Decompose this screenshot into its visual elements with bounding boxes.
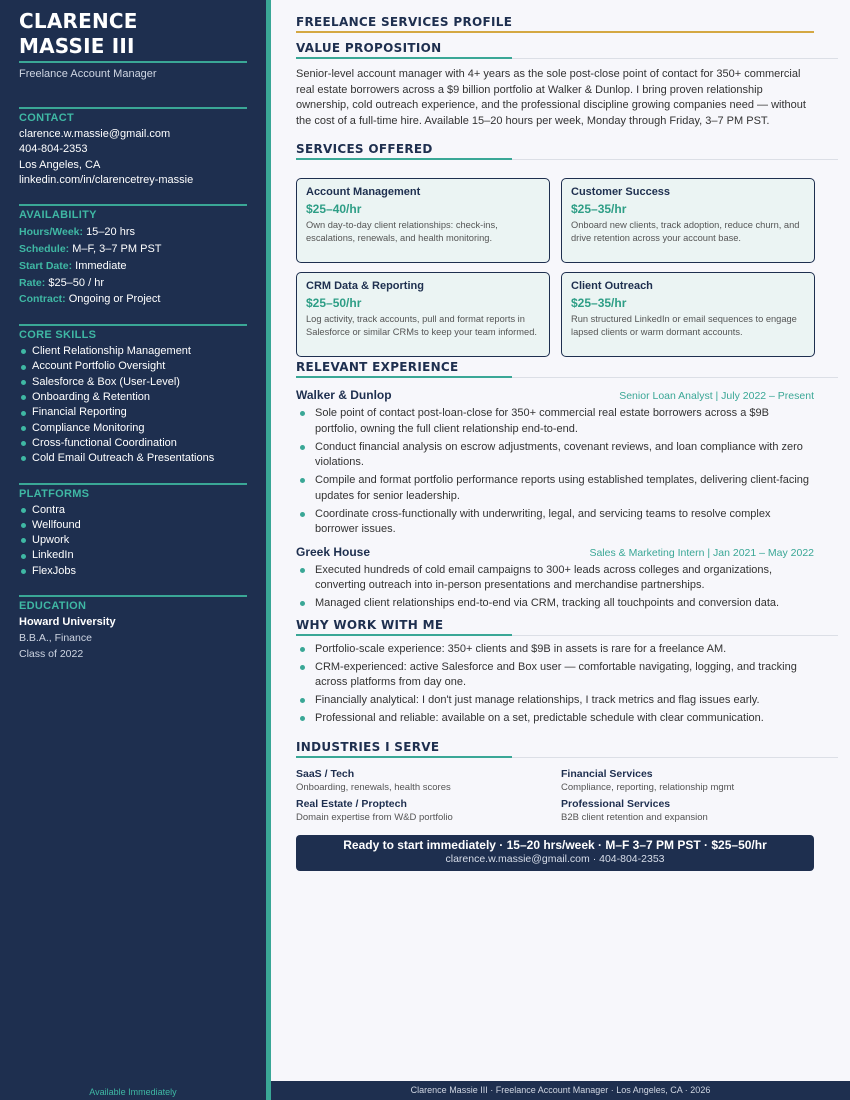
role-title: Freelance Account Manager bbox=[19, 68, 157, 80]
availability-row bbox=[19, 258, 247, 275]
availability-row bbox=[19, 275, 247, 292]
industry-item bbox=[561, 768, 814, 795]
availability-key: Schedule: bbox=[19, 242, 70, 255]
job-bullet bbox=[296, 596, 814, 612]
job-title-dates: Sales & Marketing Intern | Jan 2021 – May 2022 bbox=[589, 546, 814, 559]
industry-description: Onboarding, renewals, health scores bbox=[296, 781, 451, 793]
why-item bbox=[296, 711, 814, 727]
bullet-dot-icon bbox=[21, 554, 26, 559]
section-title: CONTACT bbox=[19, 112, 75, 124]
why-item bbox=[296, 642, 814, 658]
availability-key: Start Date: bbox=[19, 259, 73, 272]
bullet-dot-icon bbox=[21, 508, 26, 513]
platforms-section bbox=[19, 483, 247, 579]
name-line-2: MASSIE III bbox=[19, 34, 135, 58]
why-item-text: Professional and reliable: available on a set, predictable schedule with clear communication. bbox=[315, 712, 764, 724]
section-divider bbox=[19, 483, 247, 485]
industry-title: Financial Services bbox=[561, 767, 653, 780]
page-footer: Clarence Massie III · Freelance Account Manager · Los Angeles, CA · 2026 bbox=[271, 1081, 850, 1100]
section-divider bbox=[19, 204, 247, 206]
section-divider bbox=[19, 595, 247, 597]
bullet-dot-icon bbox=[21, 395, 26, 400]
availability-section bbox=[19, 204, 247, 308]
call-to-action-banner bbox=[296, 835, 814, 871]
heading-rule bbox=[296, 57, 814, 60]
skill-item-label: Cross-functional Coordination bbox=[32, 436, 177, 449]
service-card bbox=[561, 178, 815, 263]
bullet-dot-icon bbox=[300, 716, 305, 721]
bullet-dot-icon bbox=[300, 411, 305, 416]
skill-item bbox=[19, 359, 247, 374]
skill-item-label: Onboarding & Retention bbox=[32, 391, 151, 404]
bullet-dot-icon bbox=[21, 538, 26, 543]
bullet-dot-icon bbox=[21, 349, 26, 354]
heading-rule bbox=[296, 376, 814, 379]
section-heading-experience: RELEVANT EXPERIENCE bbox=[296, 360, 459, 374]
skill-item bbox=[19, 390, 247, 405]
skill-item-label: Compliance Monitoring bbox=[32, 421, 145, 434]
job-bullet-text: Compile and format portfolio performance reports using established templates, delivering client-facing updates for senior leadership. bbox=[315, 474, 810, 502]
bullet-dot-icon bbox=[21, 380, 26, 385]
service-card bbox=[296, 178, 550, 263]
platform-item-label: Upwork bbox=[32, 534, 70, 547]
job-bullets bbox=[296, 406, 814, 538]
bullet-dot-icon bbox=[300, 445, 305, 450]
availability-row bbox=[19, 291, 247, 308]
job-entry bbox=[296, 388, 814, 538]
email-link[interactable]: clarence.w.massie@gmail.com bbox=[19, 128, 171, 140]
skill-item bbox=[19, 436, 247, 451]
sidebar bbox=[0, 0, 266, 1100]
bullet-dot-icon bbox=[300, 478, 305, 483]
platform-item-label: Contra bbox=[32, 503, 66, 516]
industry-description: Domain expertise from W&D portfolio bbox=[296, 811, 453, 823]
skill-item-label: Cold Email Outreach & Presentations bbox=[32, 452, 215, 465]
skill-item-label: Account Portfolio Oversight bbox=[32, 360, 166, 373]
bullet-dot-icon bbox=[21, 569, 26, 574]
availability-value: M–F, 3–7 PM PST bbox=[72, 242, 162, 255]
job-bullets bbox=[296, 563, 814, 612]
service-rate: $25–35/hr bbox=[571, 202, 627, 216]
profile-title: FREELANCE SERVICES PROFILE bbox=[296, 15, 513, 29]
services-grid bbox=[296, 178, 814, 357]
heading-rule bbox=[296, 158, 814, 161]
availability-value: $25–50 / hr bbox=[48, 276, 104, 289]
job-bullet-text: Conduct financial analysis on escrow adjustments, covenant reviews, and loan compliance with zero violations. bbox=[315, 440, 803, 468]
service-card bbox=[296, 272, 550, 357]
bullet-dot-icon bbox=[21, 365, 26, 370]
job-bullet-text: Coordinate cross-functionally with underwriting, legal, and servicing teams to resolve complex borrower issues. bbox=[315, 507, 771, 535]
availability-key: Hours/Week: bbox=[19, 226, 83, 239]
heading-rule bbox=[296, 634, 814, 637]
section-title: AVAILABILITY bbox=[19, 209, 97, 222]
profile-divider bbox=[296, 31, 814, 33]
skill-item-label: Salesforce & Box (User-Level) bbox=[32, 375, 180, 388]
section-divider bbox=[19, 107, 247, 109]
skill-item bbox=[19, 421, 247, 436]
bullet-dot-icon bbox=[21, 456, 26, 461]
bullet-dot-icon bbox=[300, 568, 305, 573]
platform-item bbox=[19, 533, 247, 548]
job-bullet-text: Managed client relationships end-to-end via CRM, tracking all touchpoints and conversion data. bbox=[315, 597, 780, 609]
availability-row bbox=[19, 224, 247, 241]
job-bullet bbox=[296, 507, 814, 538]
availability-key: Contract: bbox=[19, 293, 66, 306]
bullet-dot-icon bbox=[300, 698, 305, 703]
job-bullet bbox=[296, 563, 814, 594]
availability-value: 15–20 hrs bbox=[86, 226, 135, 239]
why-item-text: CRM-experienced: active Salesforce and Box user — comfortable navigating, logging, and tracking across platforms from day one. bbox=[315, 660, 797, 688]
section-heading-why: WHY WORK WITH ME bbox=[296, 617, 444, 632]
degree-text: B.B.A., Finance bbox=[19, 632, 92, 645]
section-heading-industries: INDUSTRIES I SERVE bbox=[296, 739, 440, 754]
job-bullet bbox=[296, 406, 814, 437]
section-heading-services: SERVICES OFFERED bbox=[296, 142, 433, 156]
service-title: CRM Data & Reporting bbox=[306, 280, 424, 292]
service-description: Own day-to-day client relationships: check-ins, escalations, renewals, and health monitoring. bbox=[306, 220, 498, 243]
service-description: Run structured LinkedIn or email sequences to engage lapsed clients or warm dormant accounts. bbox=[571, 314, 797, 337]
service-rate: $25–35/hr bbox=[571, 296, 627, 310]
industries-grid bbox=[296, 768, 814, 825]
job-bullet bbox=[296, 473, 814, 504]
section-title: CORE SKILLS bbox=[19, 329, 97, 342]
main-content bbox=[296, 0, 814, 871]
education-section bbox=[19, 595, 247, 662]
name-line-1: CLARENCE bbox=[19, 9, 138, 33]
skill-item bbox=[19, 451, 247, 466]
job-bullet-text: Executed hundreds of cold email campaigns to 300+ leads across colleges and organizations, converting outreach into in-person presentations and merchandise partnerships. bbox=[315, 563, 773, 591]
heading-rule bbox=[296, 756, 814, 759]
service-rate: $25–50/hr bbox=[306, 296, 362, 310]
service-description: Log activity, track accounts, pull and format reports in Salesforce or similar CRMs to keep your team informed. bbox=[306, 314, 537, 337]
service-title: Account Management bbox=[306, 186, 421, 198]
phone-text: 404-804-2353 bbox=[19, 143, 88, 156]
company-name: Greek House bbox=[296, 544, 371, 559]
industry-title: Real Estate / Proptech bbox=[296, 797, 407, 810]
sidebar-accent-bar bbox=[266, 0, 271, 1100]
platform-item bbox=[19, 548, 247, 563]
value-proposition-text: Senior-level account manager with 4+ years as the sole post-close point of contact for 350+ commercial real estate borrowers across a $9 billion portfolio at Walker & Dunlop. I bring proven relationship ownership, cold outreach experience, and the professional discipline growing companies need — without the cost of a full-time hire. Available 15–20 hours per week, Monday through Friday, 3–7 PM PST. bbox=[296, 68, 806, 127]
sidebar-footer: Available Immediately bbox=[89, 1087, 177, 1097]
why-item-text: Financially analytical: I don't just manage relationships, I track metrics and flag issues early. bbox=[315, 694, 760, 706]
school-name: Howard University bbox=[19, 616, 116, 629]
linkedin-link[interactable]: linkedin.com/in/clarencetrey-massie bbox=[19, 173, 194, 186]
skill-item bbox=[19, 344, 247, 359]
job-entry bbox=[296, 545, 814, 612]
job-bullet-text: Sole point of contact post-loan-close for 350+ commercial real estate borrowers across a $9B portfolio, owning the full client relationship end-to-end. bbox=[315, 407, 769, 435]
candidate-name bbox=[19, 9, 247, 59]
availability-row bbox=[19, 241, 247, 258]
industry-title: Professional Services bbox=[561, 797, 671, 810]
section-title: PLATFORMS bbox=[19, 487, 90, 500]
bullet-dot-icon bbox=[300, 665, 305, 670]
bullet-dot-icon bbox=[300, 601, 305, 606]
availability-value: Ongoing or Project bbox=[68, 293, 161, 306]
skills-section bbox=[19, 324, 247, 466]
platform-item bbox=[19, 518, 247, 533]
bullet-dot-icon bbox=[21, 523, 26, 528]
skill-item bbox=[19, 405, 247, 420]
skill-item bbox=[19, 375, 247, 390]
location-text: Los Angeles, CA bbox=[19, 158, 101, 171]
graduation-year: Class of 2022 bbox=[19, 648, 84, 661]
cta-contact[interactable]: clarence.w.massie@gmail.com · 404-804-2353 bbox=[445, 852, 665, 865]
industry-description: Compliance, reporting, relationship mgmt bbox=[561, 781, 735, 793]
service-description: Onboard new clients, track adoption, reduce churn, and drive retention across your account base. bbox=[571, 220, 800, 243]
skill-item-label: Client Relationship Management bbox=[32, 345, 191, 358]
platform-item-label: Wellfound bbox=[32, 518, 81, 531]
availability-key: Rate: bbox=[19, 276, 46, 289]
job-title-dates: Senior Loan Analyst | July 2022 – Present bbox=[619, 390, 814, 402]
bullet-dot-icon bbox=[21, 411, 26, 416]
industry-title: SaaS / Tech bbox=[296, 767, 355, 780]
service-card bbox=[561, 272, 815, 357]
why-item bbox=[296, 660, 814, 691]
service-title: Client Outreach bbox=[571, 280, 653, 292]
platform-item bbox=[19, 564, 247, 579]
why-item-text: Portfolio-scale experience: 350+ clients and $9B in assets is rare for a freelance AM. bbox=[315, 642, 727, 655]
bullet-dot-icon bbox=[21, 441, 26, 446]
section-heading-value: VALUE PROPOSITION bbox=[296, 41, 442, 55]
skill-item-label: Financial Reporting bbox=[32, 406, 127, 419]
platform-item-label: LinkedIn bbox=[32, 549, 74, 562]
name-divider bbox=[19, 61, 247, 63]
company-name: Walker & Dunlop bbox=[296, 388, 392, 402]
availability-value: Immediate bbox=[75, 259, 127, 272]
bullet-dot-icon bbox=[21, 426, 26, 431]
job-bullet bbox=[296, 440, 814, 471]
industry-item bbox=[561, 798, 814, 825]
platform-item bbox=[19, 503, 247, 518]
industry-item bbox=[296, 768, 561, 795]
industry-description: B2B client retention and expansion bbox=[561, 811, 708, 823]
why-item bbox=[296, 693, 814, 709]
bullet-dot-icon bbox=[300, 512, 305, 517]
industry-item bbox=[296, 798, 561, 825]
job-header bbox=[296, 388, 814, 402]
platform-item-label: FlexJobs bbox=[32, 564, 77, 577]
section-title: EDUCATION bbox=[19, 600, 87, 613]
service-title: Customer Success bbox=[571, 186, 671, 198]
job-header bbox=[296, 545, 814, 559]
contact-section bbox=[19, 107, 247, 188]
service-rate: $25–40/hr bbox=[306, 202, 362, 216]
section-divider bbox=[19, 324, 247, 326]
bullet-dot-icon bbox=[300, 647, 305, 652]
cta-headline: Ready to start immediately · 15–20 hrs/week · M–F 3–7 PM PST · $25–50/hr bbox=[343, 837, 767, 852]
